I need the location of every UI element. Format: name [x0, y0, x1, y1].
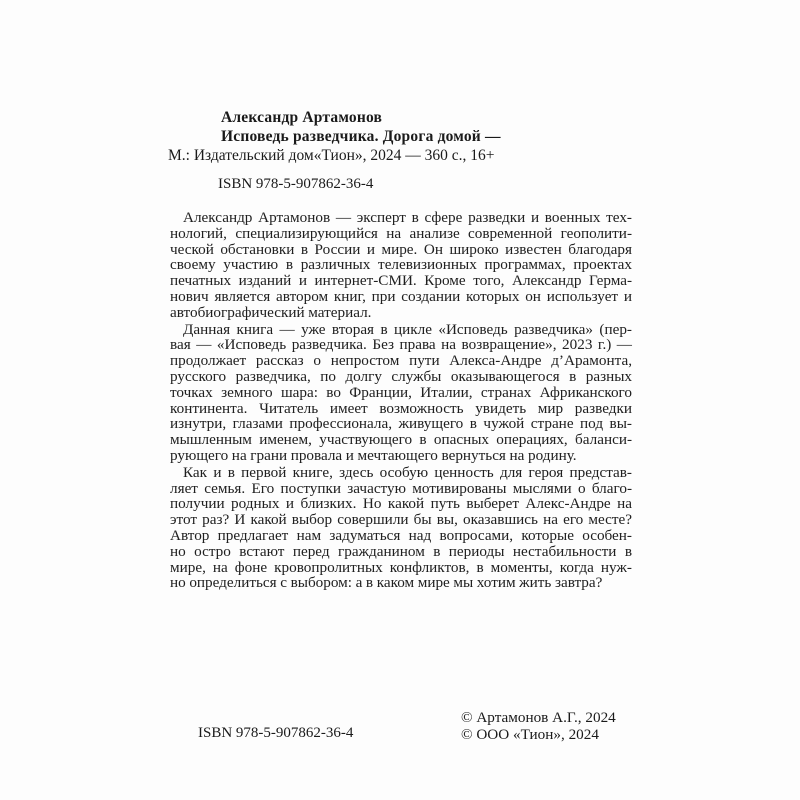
annotation-line: Как и в первой книге, здесь особую ценность для героя представ- — [183, 463, 632, 481]
copyright-line: © Артамонов А.Г., 2024 — [461, 709, 616, 726]
annotation-line: нологий, специализирующийся на анализе современной геополити- — [170, 224, 632, 242]
annotation-line: русского разведчика, по долгу службы оказывающегося в разных — [170, 367, 632, 385]
annotation-line: континента. Читатель имеет возможность увидеть мир разведки — [170, 399, 632, 417]
isbn-top: ISBN 978-5-907862-36-4 — [218, 176, 374, 193]
annotation-line: рующего на грани провала и мечтающего вернуться на родину. — [170, 446, 577, 464]
annotation-paragraph — [170, 465, 632, 591]
annotation-line: ческой обстановки в России и мире. Он широко известен благодаря — [170, 240, 632, 258]
annotation-line: нович является автором книг, при создании которых он использует и — [170, 287, 632, 305]
title-line: Исповедь разведчика. Дорога домой — — [221, 127, 501, 145]
publisher-line: М.: Издательский дом«Тион», 2024 — 360 с., 16+ — [168, 146, 495, 164]
annotation-paragraph — [170, 322, 632, 464]
bibliographic-block — [168, 109, 501, 194]
copyright-line: © ООО «Тион», 2024 — [461, 726, 599, 744]
annotation-line: но остро встают перед гражданином в периоды нестабильности в — [170, 542, 632, 560]
annotation-line: продолжает рассказ о непростом пути Алекса-Андре д’Арамонта, — [170, 352, 632, 370]
annotation — [170, 210, 632, 591]
annotation-line: получии родных и близких. Но какой путь выберет Алекс-Андре на — [170, 495, 632, 513]
annotation-line: Данная книга — уже вторая в цикле «Исповедь разведчика» (пер- — [183, 320, 632, 338]
annotation-line: но определиться с выбором: а в каком мире мы хотим жить завтра? — [170, 574, 603, 592]
copyright-block — [461, 709, 616, 744]
annotation-line: Автор предлагает нам задуматься над вопросами, которые особен- — [170, 526, 632, 544]
annotation-line: точках земного шара: во Франции, Италии, странах Африканского — [170, 383, 632, 401]
annotation-line: вая — «Исповедь разведчика. Без права на возвращение», 2023 г.) — — [170, 336, 632, 354]
annotation-line: изнутри, глазами профессионала, живущего в чужой стране под вы- — [170, 415, 632, 433]
annotation-line: мышленным именем, участвующего в опасных операциях, баланси- — [170, 431, 632, 449]
annotation-line: своему участию в различных телевизионных программах, проектах — [170, 256, 632, 274]
isbn-bottom: ISBN 978-5-907862-36-4 — [198, 725, 354, 741]
annotation-line: этот раз? И какой выбор совершили бы вы, оказавшись на его месте? — [170, 511, 632, 529]
annotation-line: мире, на фоне кровопролитных конфликтов, в моменты, когда нуж- — [170, 558, 632, 576]
annotation-paragraph — [170, 210, 632, 321]
annotation-line: печатных изданий и интернет-СМИ. Кроме того, Александр Герма- — [170, 272, 632, 290]
annotation-line: автобиографический материал. — [170, 303, 372, 321]
author-line: Александр Артамонов — [221, 109, 383, 126]
annotation-line: ляет семья. Его поступки зачастую мотивированы мыслями о благо- — [170, 479, 632, 497]
annotation-line: Александр Артамонов — эксперт в сфере разведки и военных тех- — [183, 209, 632, 226]
